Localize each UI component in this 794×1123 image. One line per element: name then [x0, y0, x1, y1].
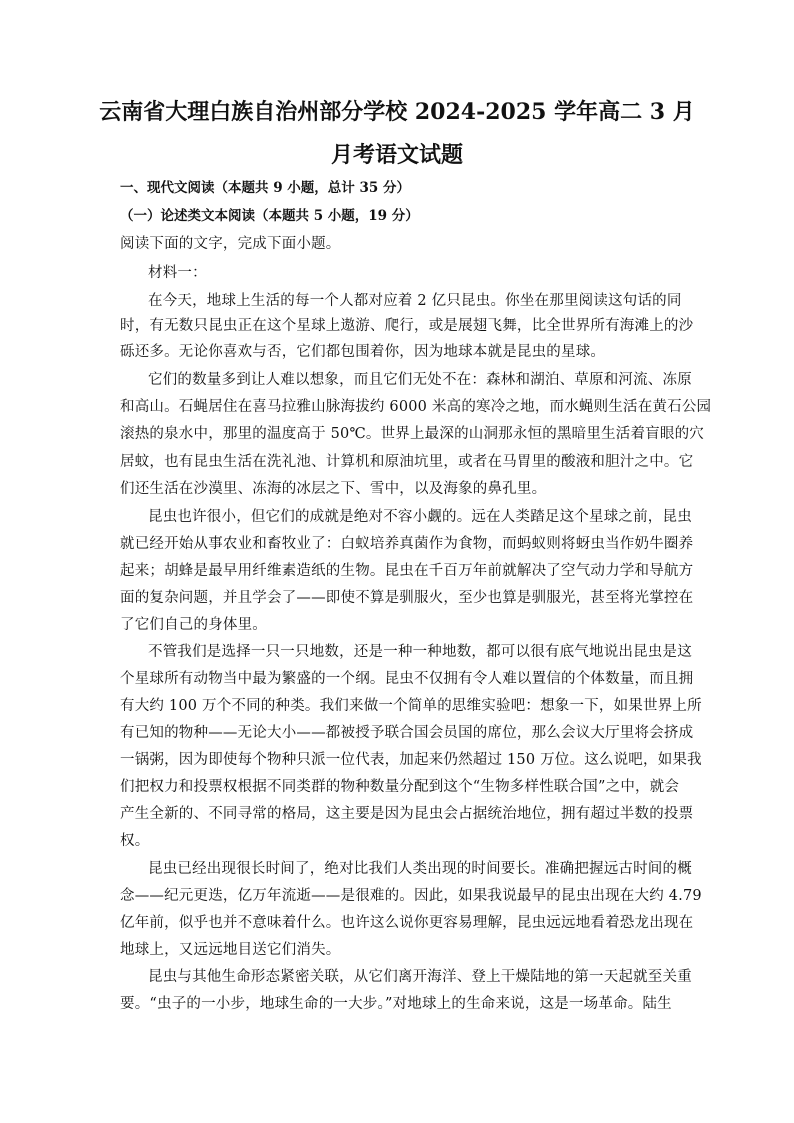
paragraph-line: 产生全新的、不同寻常的格局，这主要是因为昆虫会占据统治地位，拥有超过半数的投票 [120, 806, 694, 822]
paragraph-line: 一锅粥，因为即使每个物种只派一位代表，加起来仍然超过 150 万位。这么说吧，如果我 [120, 752, 702, 768]
paragraph-line: 有已知的物种——无论大小——都被授予联合国会员国的席位，那么会议大厅里将会挤成 [120, 725, 694, 741]
material-label: 材料一： [148, 265, 207, 281]
section-heading: 一、现代文阅读（本题共 9 小题，总计 35 分） [120, 180, 410, 196]
paragraph-line: 起来；胡蜂是最早用纤维素造纸的生物。昆虫在千百万年前就解决了空气动力学和导航方 [120, 563, 694, 579]
paragraph-line: 不管我们是选择一只一只地数，还是一种一种地数，都可以很有底气地说出昆虫是这 [148, 644, 692, 660]
paragraph-line: 砾还多。无论你喜欢与否，它们都包围着你，因为地球本就是昆虫的星球。 [120, 344, 606, 360]
paragraph-line: 念——纪元更迭，亿万年流逝——是很难的。因此，如果我说最早的昆虫出现在大约 4.79 [120, 888, 702, 904]
paragraph-line: 居蚊，也有昆虫生活在洗礼池、计算机和原油坑里，或者在马胃里的酸液和胆汁之中。它 [120, 454, 694, 470]
paragraph-line: 面的复杂问题，并且学会了——即使不算是驯服火，至少也算是驯服光，甚至将光掌控在 [120, 590, 694, 606]
paragraph-line: 要。“虫子的一小步，地球生命的一大步。”对地球上的生命来说，这是一场革命。陆生 [120, 996, 672, 1012]
paragraph-line: 它们的数量多到让人难以想象，而且它们无处不在：森林和湖泊、草原和河流、冻原 [148, 372, 692, 388]
paragraph-line: 地球上，又远远地目送它们消失。 [120, 942, 341, 958]
paragraph-line: 们还生活在沙漠里、冻海的冰层之下、雪中，以及海象的鼻孔里。 [120, 481, 547, 497]
paragraph-line: 在今天，地球上生活的每一个人都对应着 2 亿只昆虫。你坐在那里阅读这句话的同 [148, 293, 682, 309]
document-title-line-2: 月考语文试题 [330, 142, 463, 168]
paragraph-line: 个星球所有动物当中最为繁盛的一个纲。昆虫不仅拥有令人难以置信的个体数量，而且拥 [120, 671, 694, 687]
paragraph-line: 滚热的泉水中，那里的温度高于 50℃。世界上最深的山洞那永恒的黑暗里生活着盲眼的穴 [120, 426, 704, 442]
paragraph-line: 亿年前，似乎也并不意味着什么。也许这么说你更容易理解，昆虫远远地看着恐龙出现在 [120, 915, 694, 931]
paragraph-line: 昆虫已经出现很长时间了，绝对比我们人类出现的时间要长。准确把握远古时间的概 [148, 861, 692, 877]
paragraph-line: 们把权力和投票权根据不同类群的物种数量分配到这个“生物多样性联合国”之中，就会 [120, 779, 680, 795]
paragraph-line: 昆虫也许很小，但它们的成就是绝对不容小觑的。远在人类踏足这个星球之前，昆虫 [148, 509, 692, 525]
instruction-text: 阅读下面的文字，完成下面小题。 [120, 236, 341, 252]
document-title-line-1: 云南省大理白族自治州部分学校 2024-2025 学年高二 3 月 [99, 99, 695, 125]
paragraph-line: 了它们自己的身体里。 [120, 617, 267, 633]
paragraph-line: 权。 [120, 833, 150, 849]
paragraph-line: 有大约 100 万个不同的种类。我们来做一个简单的思维实验吧：想象一下，如果世界上所 [120, 698, 702, 714]
paragraph-line: 时，有无数只昆虫正在这个星球上遨游、爬行，或是展翅飞舞，比全世界所有海滩上的沙 [120, 318, 694, 334]
paragraph-line: 昆虫与其他生命形态紧密关联，从它们离开海洋、登上干燥陆地的第一天起就至关重 [148, 969, 692, 985]
subsection-heading: （一）论述类文本阅读（本题共 5 小题，19 分） [120, 208, 419, 224]
paragraph-line: 和高山。石蝇居住在喜马拉雅山脉海拔约 6000 米高的寒冷之地，而水蝇则生活在黄石公园 [120, 399, 712, 415]
paragraph-line: 就已经开始从事农业和畜牧业了：白蚁培养真菌作为食物，而蚂蚁则将蚜虫当作奶牛圈养 [120, 536, 694, 552]
